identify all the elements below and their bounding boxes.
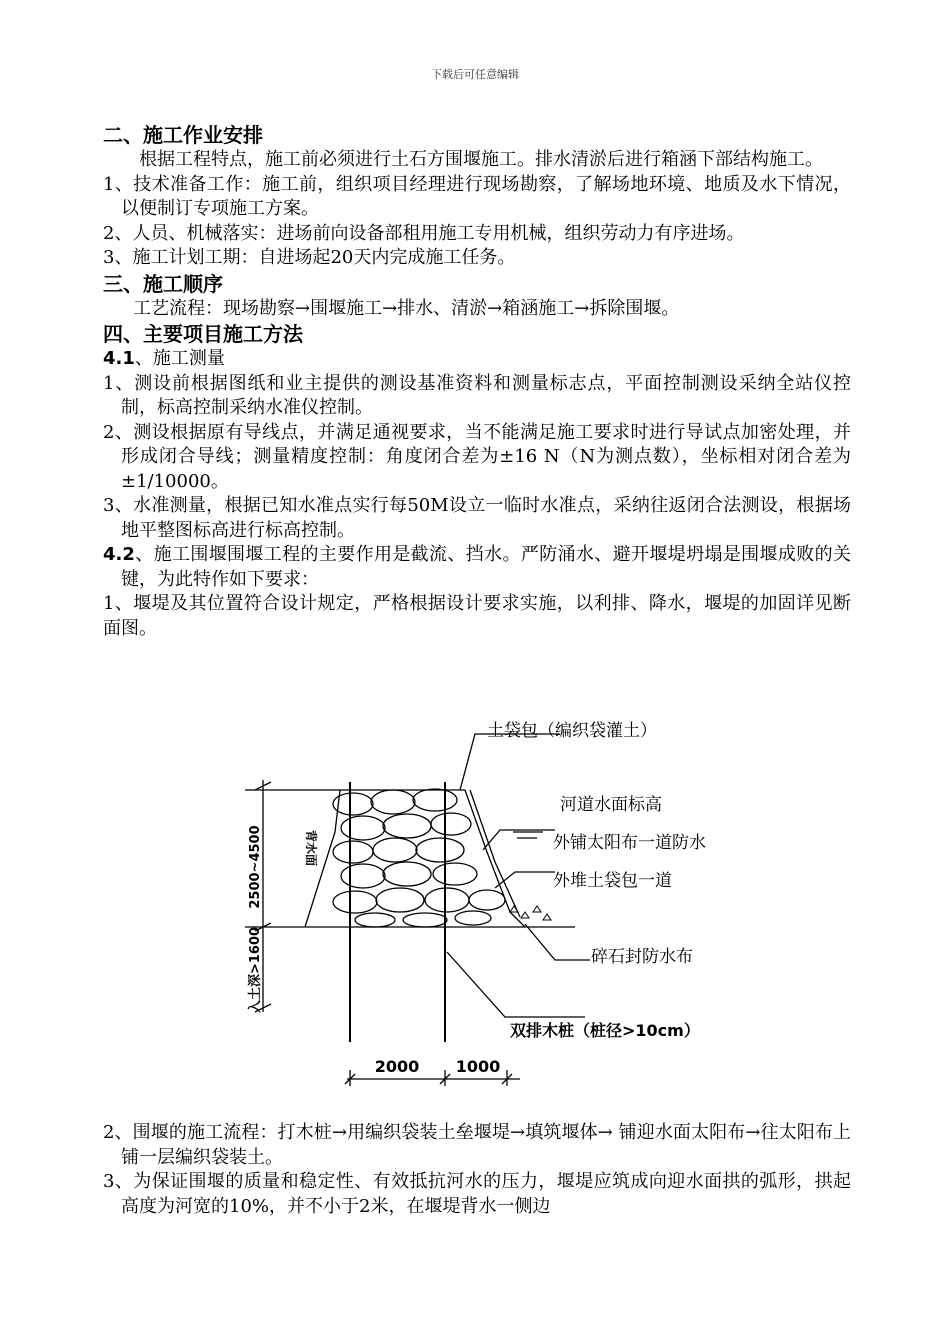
survey-item-3: 3、水准测量，根据已知水准点实行每50M设立一临时水准点，采纳往返闭合法测设，根据场地平整图标高进行标高控制。: [103, 495, 851, 541]
section-3-title: 三、施工顺序: [103, 271, 223, 296]
sand-bags: [333, 789, 505, 927]
subsection-4-1-title: 、施工测量: [134, 348, 225, 369]
cofferdam-cross-section-diagram: [225, 712, 755, 1097]
label-tarp: 外铺太阳布一道防水: [553, 833, 706, 853]
leader-piles: [447, 952, 585, 1017]
label-sand-bag: 土袋包（编织袋灌土）: [487, 721, 657, 741]
leader-gravel: [525, 924, 590, 960]
tarp-line: [470, 790, 520, 917]
subsection-4-2: [103, 543, 851, 592]
section-2-intro: 根据工程特点，施工前必须进行土石方围堰施工。排水清淤后进行箱涵下部结构施工。: [139, 149, 823, 170]
leader-bag: [460, 734, 560, 790]
label-back-face: 背水面: [304, 830, 318, 867]
label-outer-bag: 外堆土袋包一道: [553, 871, 672, 891]
cofferdam-item-1: 1、堰堤及其位置符合设计规定，严格根据设计要求实施，以利排、降水，堰堤的加固详见断面图。: [103, 593, 851, 639]
subsection-4-2-title: 、施工围堰围堰工程的主要作用是截流、挡水。严防涌水、避开堰堤坍塌是围堰成败的关键，为此特作如下要求：: [121, 544, 851, 590]
section-2-title: 二、施工作业安排: [103, 123, 263, 147]
survey-item-2: 2、测设根据原有导线点，并满足通视要求，当不能满足施工要求时进行导试点加密处理，并形成闭合导线；测量精度控制：角度闭合差为±16 N（N为测点数），坐标相对闭合差为±1/10000。: [103, 421, 851, 492]
subsection-4-2-number: 4.2: [103, 544, 135, 565]
subsection-4-1-number: 4.1: [103, 348, 135, 369]
leader-outer-bag: [495, 872, 555, 888]
label-gravel: 碎石封防水布: [591, 947, 693, 967]
leader-tarp: [483, 830, 555, 850]
dim-height: 2500~4500: [248, 825, 263, 909]
document-body-continued: [103, 1121, 851, 1219]
page-header: 下载后可任意编辑: [431, 68, 519, 81]
section-3-text: 工艺流程：现场勘察→围堰施工→排水、清淤→箱涵施工→拆除围堰。: [133, 297, 680, 319]
dim-depth: 入土深>1600: [248, 926, 263, 1014]
label-piles: 双排木桩（桩径>10cm）: [510, 1021, 700, 1040]
dim-1000: 1000: [455, 1057, 501, 1076]
label-water-level: 河道水面标高: [560, 795, 662, 815]
diagram-canvas: [225, 712, 755, 1097]
document-body: [103, 122, 851, 641]
subsection-4-1: [103, 347, 851, 372]
section-4-title: 四、主要项目施工方法: [103, 322, 303, 346]
section-2-item-3: 3、施工计划工期：自进场起20天内完成施工任务。: [103, 247, 516, 268]
section-2-item-1: 1、技术准备工作：施工前，组织项目经理进行现场勘察，了解场地环境、地质及水下情况，以便制订专项施工方案。: [103, 173, 851, 219]
cofferdam-item-3: 3、为保证围堰的质量和稳定性、有效抵抗河水的压力，堰堤应筑成向迎水面拱的弧形，拱起高度为河宽的10%，并不小于2米，在堰堤背水一侧边: [103, 1171, 851, 1217]
survey-item-1: 1、测设前根据图纸和业主提供的测设基准资料和测量标志点，平面控制测设采纳全站仪控制，标高控制采纳水准仪控制。: [103, 372, 851, 418]
section-2-item-2: 2、人员、机械落实：进场前向设备部租用施工专用机械，组织劳动力有序进场。: [103, 222, 745, 244]
cofferdam-item-2: 2、围堰的施工流程：打木桩→用编织袋装土垒堰堤→填筑堰体→ 铺迎水面太阳布→往太阳布上铺一层编织袋装土。: [103, 1122, 851, 1168]
dim-2000: 2000: [374, 1057, 420, 1076]
